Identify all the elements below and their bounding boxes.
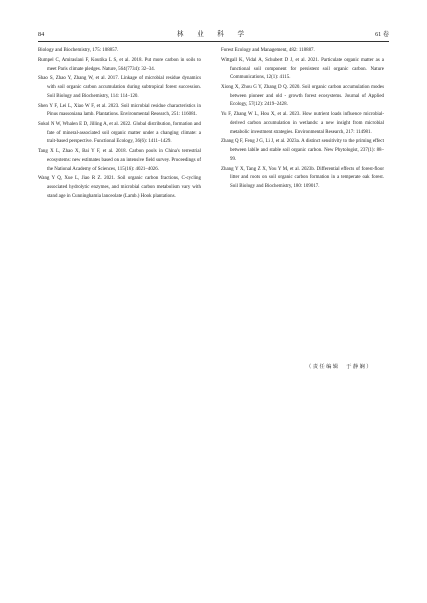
references-left-column [38, 47, 201, 203]
reference-entry: Xiong X, Zhou G Y, Zhang D Q. 2020. Soil organic carbon accumulation modes between pioneer and old - growth forest ecosystems. Journal of Applied Ecology, 57(12): 2419–2428. [221, 85, 384, 108]
reference-entry: Shao S, Zhao Y, Zhang W, et al. 2017. Linkage of microbial residue dynamics with soil organic carbon accumulation during subtropical forest succession. Soil Biology and Biochemistry, 114: 114–120. [38, 76, 201, 99]
running-header [38, 29, 389, 42]
reference-entry: Shen Y F, Lei L, Xiao W F, et al. 2023. Soil microbial residue characteristics in Pinus massoniana lamb. Plantations. Environmental Research, 251: 116081. [38, 103, 201, 118]
reference-entry: Forest Ecology and Management, 482: 118887. [221, 48, 315, 53]
references-right-column [221, 47, 384, 193]
reference-entry: Zhang Q F, Feng J G, Li J, et al. 2023a. A distinct sensitivity to the priming effect between labile and stable soil organic carbon. New Phytologist, 237(1): 88–99. [221, 139, 384, 162]
page-number: 84 [38, 31, 45, 38]
reference-entry: Wittgall K, Vidal A, Schubert D J, et al. 2021. Particulate organic matter as a functional soil component for persistent soil organic carbon. Nature Communications, 12(1): 4115. [221, 57, 384, 81]
journal-title: 林 业 科 学 [176, 31, 251, 38]
reference-entry: Tang X L, Zhao X, Bai Y F, et al. 2018. Carbon pools in China's terrestrial ecosystems: new estimates based on an intensive field survey. Proceedings of the National Academy of Sciences, 115(16): 4021–4026. [38, 149, 201, 172]
reference-entry: Biology and Biochemistry, 175: 108857. [38, 48, 119, 53]
reference-entry: Yu F, Zhang W L, Hou X, et al. 2023. How nutrient loads influence microbial-derived carbon accumulation in wetlands: a new insight from microbial metabolic investment strategies. Environmental Research, 217: 114981. [221, 112, 384, 135]
responsible-editor-note: （责任编辑 于静娴） [306, 364, 373, 370]
reference-entry: Rumpel C, Amiraslani F, Koutika L S, et al. 2018. Put more carbon in soils to meet Paris climate pledges. Nature, 564(7734): 32–34. [38, 57, 201, 72]
reference-entry: Sokol N W, Whalen E D, Jilling A, et al. 2022. Global distribution, formation and fate of mineral-associated soil organic matter under a changing climate: a trait-based perspective. Functional Ecology, 36(6): 1411–1429. [38, 122, 201, 145]
reference-entry: Wang Y Q, Xue L, Jiao R Z. 2021. Soil organic carbon fractions, C-cycling associated hydrolytic enzymes, and microbial carbon metabolism vary with stand age in Cunninghamia lanceolate (Lamb.) Hook plantations. [38, 176, 201, 199]
volume-label: 61 卷 [375, 31, 389, 38]
reference-entry: Zhang Y X, Tang Z X, You Y M, et al. 2023b. Differential effects of forest-floor litter and roots on soil organic carbon formation in a temperate oak forest. Soil Biology and Biochemistry, 180: 109017. [221, 166, 384, 190]
